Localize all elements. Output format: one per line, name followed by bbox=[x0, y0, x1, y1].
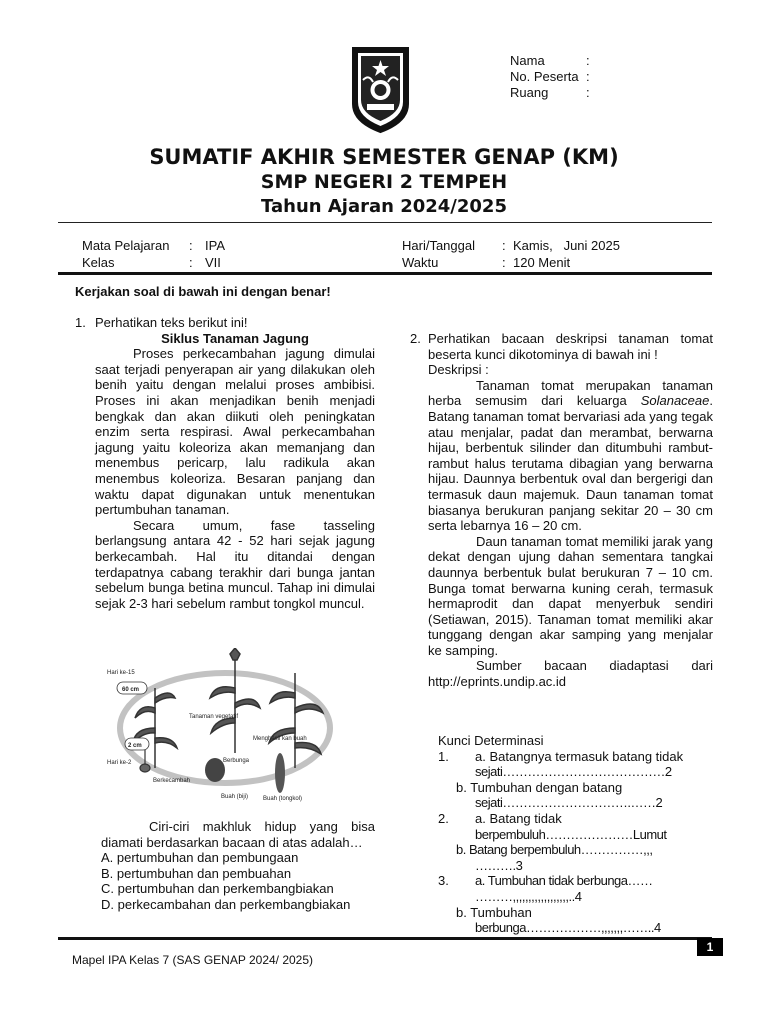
key-2a-line2: berpembuluh…………………Lumut bbox=[475, 826, 667, 842]
participant-number-sep: : bbox=[586, 69, 590, 84]
question-1 bbox=[75, 315, 375, 611]
fig-label-germination: Berkecambah bbox=[153, 778, 191, 784]
room-label: Ruang bbox=[510, 85, 549, 100]
q2-prompt: Perhatikan bacaan deskripsi tanaman tomat beserta kunci dikotominya di bawah ini ! bbox=[428, 331, 713, 362]
date-sep: : bbox=[502, 238, 506, 253]
q1-number: 1. bbox=[75, 315, 86, 330]
name-row bbox=[510, 53, 590, 69]
page-number: 1 bbox=[697, 938, 723, 956]
q1-option-c[interactable]: C. pertumbuhan dan perkembangbiakan bbox=[101, 881, 334, 897]
question-2 bbox=[410, 331, 713, 690]
header-divider bbox=[58, 222, 712, 223]
key-2b-line2: ……….3 bbox=[475, 857, 523, 873]
q1-option-d[interactable]: D. perkecambahan dan perkembangbiakan bbox=[101, 896, 351, 912]
fig-label-seed: Buah (biji) bbox=[221, 794, 249, 800]
school-district-logo bbox=[349, 44, 412, 134]
date-label: Hari/Tanggal bbox=[402, 238, 475, 253]
participant-number-label: No. Peserta bbox=[510, 69, 579, 84]
key-2-number: 2. bbox=[438, 810, 449, 826]
class-sep: : bbox=[189, 255, 193, 270]
time-value: 120 Menit bbox=[513, 255, 571, 270]
fig-label-day2: Hari ke-2 bbox=[107, 760, 132, 766]
q1-option-a[interactable]: A. pertumbuhan dan pembungaan bbox=[101, 850, 299, 866]
fig-label-vegetative: Tanaman vegetatif bbox=[189, 714, 239, 720]
academic-year: Tahun Ajaran 2024/2025 bbox=[261, 196, 507, 217]
q2-p1-b: . Batang tanaman tomat bervariasi ada yang tegak atau menjalar, padat dan merambat, berwarna hijau, berbentuk silinder dan ditumbuhi rambut-rambut halus terutama dibagian yang berwarna hijau. Daunnya berbentuk oval dan bergerigi dan termasuk daun majemuk. Daun tanaman tomat biasanya berukuran panjang sekitar 20 – 30 cm serta lebarnya 16 – 20 cm. bbox=[428, 393, 713, 534]
key-1a-line1: a. Batangnya termasuk batang tidak bbox=[475, 748, 684, 764]
q1-option-b[interactable]: B. pertumbuhan dan pembuahan bbox=[101, 865, 292, 881]
q2-source: Sumber bacaan diadaptasi dari http://eprints.undip.ac.id bbox=[428, 658, 713, 690]
key-2a-line1: a. Batang tidak bbox=[475, 810, 562, 826]
student-id-block bbox=[510, 53, 590, 101]
q2-desc-label: Deskripsi : bbox=[428, 362, 489, 378]
time-label: Waktu bbox=[402, 255, 439, 270]
fig-label-60cm: 60 cm bbox=[122, 687, 140, 693]
participant-number-row bbox=[510, 69, 590, 85]
school-name: SMP NEGERI 2 TEMPEH bbox=[260, 171, 508, 193]
date-time-info bbox=[402, 237, 620, 271]
subject-value: IPA bbox=[205, 238, 225, 253]
name-sep: : bbox=[586, 53, 590, 68]
key-1a-line2: sejati…………………………………2 bbox=[475, 764, 672, 780]
name-label: Nama bbox=[510, 53, 545, 68]
fig-label-fruiting: Menghasil kan buah bbox=[253, 736, 307, 742]
key-1b-line2: sejati………………………….……2 bbox=[475, 795, 663, 811]
exam-title-block bbox=[0, 144, 768, 219]
q2-p1-em: Solanaceae bbox=[640, 393, 710, 409]
q2-p1-a: Tanaman tomat merupakan tanaman herba semusim dari keluarga bbox=[428, 377, 713, 409]
fig-label-day15: Hari ke-15 bbox=[107, 670, 135, 676]
fig-label-2cm: 2 cm bbox=[128, 743, 142, 749]
q1-prompt: Perhatikan teks berikut ini! bbox=[95, 315, 248, 330]
q2-paragraph-1 bbox=[428, 378, 713, 534]
q2-paragraph-2: Daun tanaman tomat memiliki jarak yang dekat dengan ujung dahan sementara tangkai daunnya berbentuk bulat berukuran 7 – 10 cm. Bunga tomat berwarna kuning cerah, termasuk hermaprodit dan dapat menyerbuk sendiri (Setiawan, 2015). Tanaman tomat memiliki akar tunggang dengan akar samping yang menjalar ke samping. bbox=[428, 533, 713, 658]
key-3b-line2: berbunga………………,,,,,,,……..4 bbox=[475, 920, 661, 936]
q1-question-block bbox=[101, 819, 375, 913]
key-3-number: 3. bbox=[438, 873, 449, 889]
fig-label-flowering: Berbunga bbox=[223, 758, 250, 764]
subject-sep: : bbox=[189, 238, 193, 253]
key-1b-line1: b. Tumbuhan dengan batang bbox=[456, 779, 623, 795]
time-sep: : bbox=[502, 255, 506, 270]
instruction: Kerjakan soal di bawah ini dengan benar! bbox=[75, 284, 331, 299]
key-title: Kunci Determinasi bbox=[438, 733, 544, 748]
key-1-number: 1. bbox=[438, 748, 449, 764]
meta-divider bbox=[58, 272, 712, 275]
class-value: VII bbox=[205, 255, 221, 270]
exam-title: SUMATIF AKHIR SEMESTER GENAP (KM) bbox=[149, 145, 619, 169]
key-3a-line1: a. Tumbuhan tidak berbunga…… bbox=[475, 873, 653, 889]
fig-label-cob: Buah (tongkol) bbox=[263, 796, 303, 802]
subject-label: Mata Pelajaran bbox=[82, 238, 170, 253]
room-sep: : bbox=[586, 85, 590, 100]
q1-reading-title: Siklus Tanaman Jagung bbox=[161, 330, 309, 346]
date-value: Kamis, Juni 2025 bbox=[513, 238, 620, 253]
key-3b-line1: b. Tumbuhan bbox=[456, 904, 532, 920]
dichotomous-key bbox=[438, 733, 713, 936]
room-row bbox=[510, 85, 590, 101]
key-2b-line1: b. Batang berpembuluh……………,,, bbox=[456, 842, 653, 858]
class-label: Kelas bbox=[82, 255, 115, 270]
q1-paragraph-1: Proses perkecambahan jagung dimulai saat terjadi penyerapan air yang dilakukan oleh benih yaitu dengan melalui proses ambibisi. Proses ini akan menjadikan benih menjadi bengkak dan akan diikuti oleh peningkatan enzim serta respirasi. Awal perkecambahan jagung yaitu koleoriza akan memanjang dan menembus pericarp, lalu radikula akan menembus koleoriza. Besaran panjang dan waktu dapat digunakan untuk menentukan pertumbuhan tanaman. bbox=[95, 346, 375, 518]
q2-number: 2. bbox=[410, 331, 421, 346]
footer-text: Mapel IPA Kelas 7 (SAS GENAP 2024/ 2025) bbox=[72, 953, 314, 967]
q1-paragraph-2: Secara umum, fase tasseling berlangsung antara 42 - 52 hari sejak jagung berkecambah. Hal itu ditandai dengan terdapatnya cabang terakhir dari bunga jantan sebelum bunga betina muncul. Tahap ini dimulai sejak 2-3 hari sebelum rambut tongkol muncul. bbox=[95, 517, 375, 611]
footer-divider bbox=[58, 937, 712, 940]
subject-class-info bbox=[82, 237, 225, 271]
q1-question: Ciri-ciri makhluk hidup yang bisa diamati berdasarkan bacaan di atas adalah… bbox=[101, 819, 375, 850]
key-3a-line2: ………,,,,,,,,,,,,,,,,,,..4 bbox=[475, 888, 582, 904]
corn-life-cycle-figure bbox=[105, 648, 350, 808]
